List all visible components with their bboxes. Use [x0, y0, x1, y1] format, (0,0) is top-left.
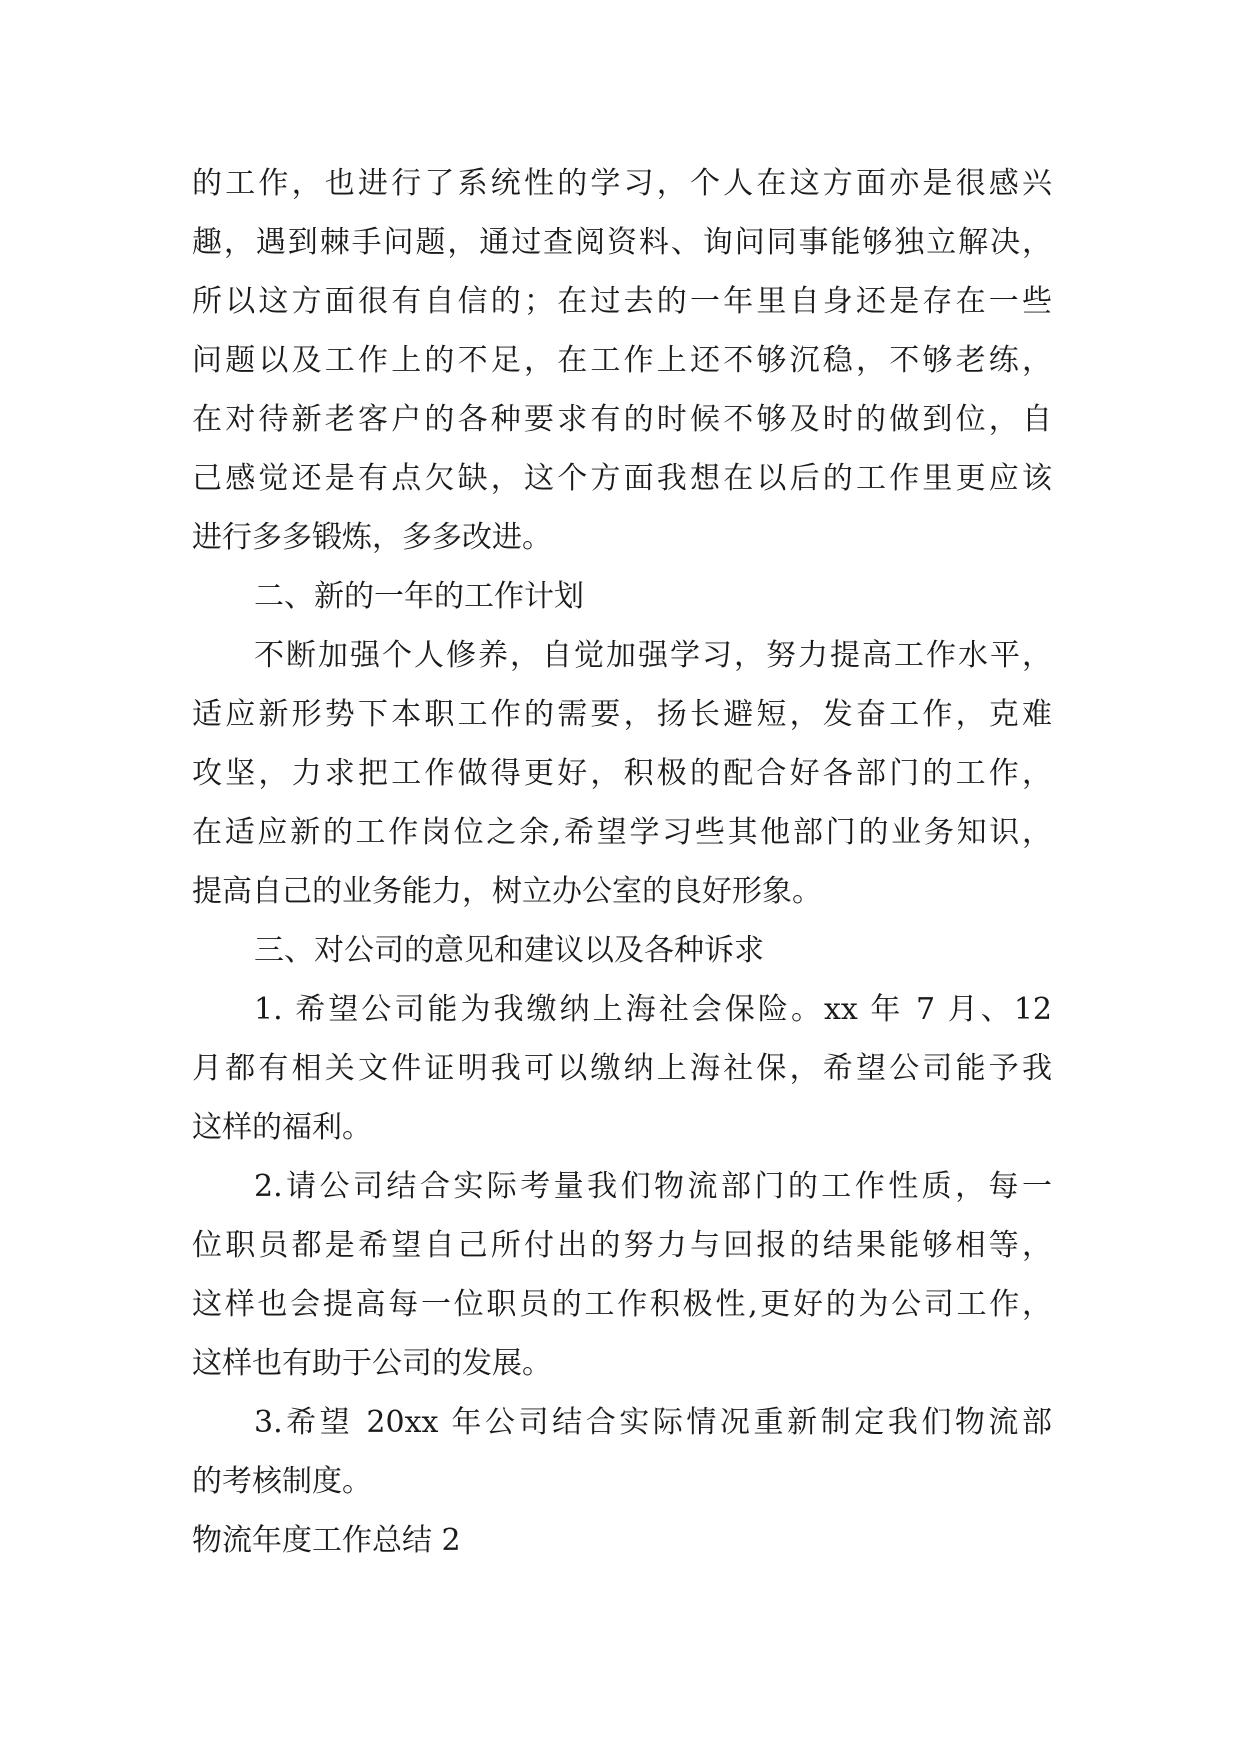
paragraph-work-review — [192, 154, 1052, 567]
text-line: 进行多多锻炼，多多改进。 — [192, 520, 552, 555]
section-heading-work-plan: 二、新的一年的工作计划 — [254, 579, 584, 614]
text-line: 这样的福利。 — [192, 1110, 372, 1145]
document-body — [192, 154, 1052, 1570]
text-line: 所以这方面很有自信的；在过去的一年里自身还是存在一些 — [192, 284, 1052, 319]
text-line: 适应新形势下本职工作的需要，扬长避短，发奋工作，克难 — [192, 697, 1052, 732]
text-line: 2.请公司结合实际考量我们物流部门的工作性质，每一 — [254, 1169, 1052, 1204]
section-heading-suggestions: 三、对公司的意见和建议以及各种诉求 — [254, 933, 764, 968]
text-line: 攻坚，力求把工作做得更好，积极的配合好各部门的工作， — [192, 756, 1052, 791]
text-line: 的工作，也进行了系统性的学习，个人在这方面亦是很感兴 — [192, 166, 1052, 201]
text-line: 提高自己的业务能力，树立办公室的良好形象。 — [192, 874, 822, 909]
next-section-title: 物流年度工作总结 2 — [192, 1523, 461, 1558]
text-line: 1. 希望公司能为我缴纳上海社会保险。xx 年 7 月、12 — [254, 992, 1052, 1027]
text-line: 己感觉还是有点欠缺，这个方面我想在以后的工作里更应该 — [192, 461, 1052, 496]
text-line: 位职员都是希望自己所付出的努力与回报的结果能够相等， — [192, 1228, 1052, 1263]
text-line: 不断加强个人修养，自觉加强学习，努力提高工作水平， — [254, 638, 1052, 673]
list-item-2 — [192, 1157, 1052, 1393]
text-line: 的考核制度。 — [192, 1464, 372, 1499]
text-line: 问题以及工作上的不足，在工作上还不够沉稳，不够老练， — [192, 343, 1052, 378]
text-line: 在对待新老客户的各种要求有的时候不够及时的做到位，自 — [192, 402, 1052, 437]
text-line: 在适应新的工作岗位之余,希望学习些其他部门的业务知识， — [192, 815, 1052, 850]
text-line: 趣，遇到棘手问题，通过查阅资料、询问同事能够独立解决， — [192, 225, 1052, 260]
paragraph-work-plan — [192, 626, 1052, 921]
text-line: 这样也会提高每一位职员的工作积极性,更好的为公司工作， — [192, 1287, 1052, 1322]
text-line: 这样也有助于公司的发展。 — [192, 1346, 552, 1381]
list-item-3 — [192, 1393, 1052, 1511]
text-line: 月都有相关文件证明我可以缴纳上海社保，希望公司能予我 — [192, 1051, 1052, 1086]
text-line: 3.希望 20xx 年公司结合实际情况重新制定我们物流部 — [254, 1405, 1052, 1440]
list-item-1 — [192, 980, 1052, 1157]
